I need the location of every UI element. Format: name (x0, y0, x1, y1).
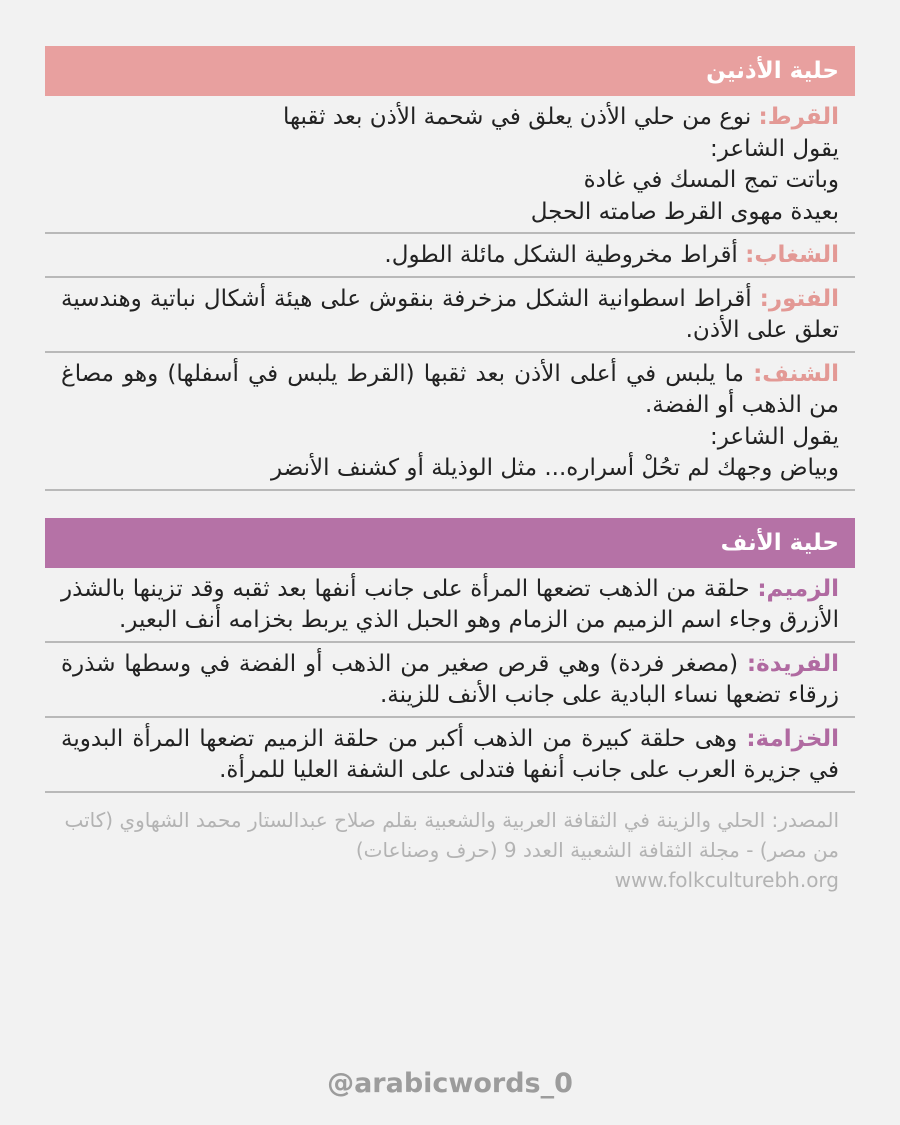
entry-text: ما يلبس في أعلى الأذن بعد ثقبها (القرط يلبس في أسفلها) وهو مصاغ من الذهب أو الفضة. (61, 360, 839, 418)
entry-line: يقول الشاعر: (709, 423, 839, 450)
entry-zamim (45, 568, 855, 643)
entry-text: أقراط اسطوانية الشكل مزخرفة بنقوش على هيئة أشكال نباتية وهندسية تعلق على الأذن. (61, 285, 839, 343)
entry-khizama (45, 718, 855, 793)
entry-term: القرط: (758, 104, 839, 130)
section-header-nose (45, 518, 855, 568)
entry-shanf (45, 353, 855, 491)
entry-text: (مصغر فردة) وهي قرص صغير من الذهب أو الفضة في وسطها شذرة زرقاء تضعها نساء البادية على جانب الأنف للزينة. (61, 650, 839, 708)
source-text: المصدر: الحلي والزينة في الثقافة العربية والشعبية بقلم صلاح عبدالستار محمد الشهاوي (كاتب من مصر) - مجلة الثقافة الشعبية العدد 9 (حرف وصناعات) (64, 807, 839, 862)
poem-line: بعيدة مهوى القرط صامته الحجل (530, 198, 839, 225)
entry-term: الشغاب: (745, 242, 839, 268)
poem-line: وباتت تمج المسك في غادة (583, 167, 839, 193)
infographic (45, 46, 855, 895)
entry-term: الخزامة: (746, 725, 840, 752)
section-header-ear (45, 46, 855, 96)
ear-jewelry-section (45, 46, 855, 491)
entry-term: الفتور: (759, 285, 839, 312)
section-gap (45, 491, 855, 518)
entry-line: نوع من حلي الأذن يعلق في شحمة الأذن بعد ثقبها (282, 104, 752, 130)
entry-futur (45, 278, 855, 353)
entry-shighab (45, 234, 855, 278)
entry-term: الشنف: (753, 360, 839, 387)
entry-text: أقراط مخروطية الشكل مائلة الطول. (384, 242, 738, 268)
social-handle: @arabicwords_0 (327, 1068, 573, 1099)
entry-qirt (45, 96, 855, 234)
entry-text: حلقة من الذهب تضعها المرأة على جانب أنفها بعد ثقبه وقد تزينها بالشذر الأزرق وجاء اسم الزميم من الزمام وهو الحبل الذي يربط بخزامه أنف البعير. (61, 575, 839, 633)
entry-term: الزميم: (757, 575, 840, 602)
entry-term: الفريدة: (746, 650, 840, 677)
entry-line: يقول الشاعر: (709, 135, 839, 162)
source-url: www.folkculturebh.org (614, 867, 839, 892)
section-title: حلية الأذنين (706, 58, 839, 84)
nose-jewelry-section (45, 518, 855, 793)
entry-text: وهى حلقة كبيرة من الذهب أكبر من حلقة الزميم تضعها المرأة البدوية في جزيرة العرب على جانب أنفها فتدلى على الشفة العليا للمرأة. (61, 725, 839, 783)
entry-farida (45, 643, 855, 718)
source-citation (45, 805, 855, 895)
poem-line: وبياض وجهك لم تحُلْ أسراره... مثل الوذيلة أو كشنف الأنضر (271, 455, 839, 481)
section-title: حلية الأنف (720, 529, 839, 556)
